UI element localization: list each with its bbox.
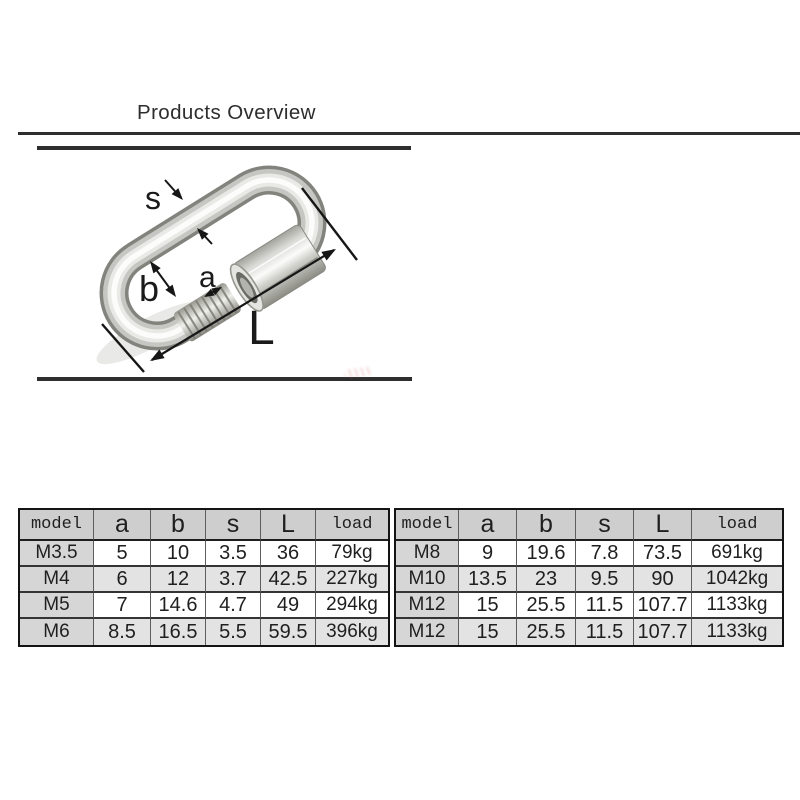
model-cell: M12	[396, 619, 459, 645]
model-cell: M3.5	[20, 541, 94, 567]
dim-label-a: a	[199, 261, 216, 294]
column-header-L: L	[261, 510, 316, 541]
spec-cell: 13.5	[459, 567, 517, 593]
page-title: Products Overview	[137, 101, 316, 124]
model-cell: M6	[20, 619, 94, 645]
column-header-b: b	[517, 510, 576, 541]
spec-table-left	[18, 508, 390, 647]
spec-cell: 9.5	[576, 567, 634, 593]
spec-cell: 8.5	[94, 619, 151, 645]
spec-cell: 25.5	[517, 593, 576, 619]
spec-cell: 12	[151, 567, 206, 593]
spec-cell: 79kg	[316, 541, 388, 567]
spec-cell: 90	[634, 567, 692, 593]
spec-cell: 3.7	[206, 567, 261, 593]
column-header-s: s	[576, 510, 634, 541]
column-header-model: model	[396, 510, 459, 541]
dim-label-b: b	[139, 268, 160, 309]
spec-cell: 7.8	[576, 541, 634, 567]
spec-cell: 11.5	[576, 593, 634, 619]
spec-cell: 23	[517, 567, 576, 593]
column-header-load: load	[316, 510, 388, 541]
model-cell: M10	[396, 567, 459, 593]
spec-cell: 15	[459, 593, 517, 619]
dim-label-L: L	[248, 302, 275, 355]
spec-cell: 14.6	[151, 593, 206, 619]
dim-label-s: s	[145, 180, 161, 216]
spec-cell: 1133kg	[692, 593, 782, 619]
spec-cell: 396kg	[316, 619, 388, 645]
spec-cell: 7	[94, 593, 151, 619]
spec-cell: 16.5	[151, 619, 206, 645]
column-header-b: b	[151, 510, 206, 541]
column-header-L: L	[634, 510, 692, 541]
model-cell: M12	[396, 593, 459, 619]
spec-cell: 15	[459, 619, 517, 645]
spec-cell: 107.7	[634, 619, 692, 645]
spec-cell: 5.5	[206, 619, 261, 645]
column-header-load: load	[692, 510, 782, 541]
spec-cell: 19.6	[517, 541, 576, 567]
model-cell: M4	[20, 567, 94, 593]
column-header-s: s	[206, 510, 261, 541]
spec-cell: 1042kg	[692, 567, 782, 593]
spec-cell: 59.5	[261, 619, 316, 645]
spec-cell: 5	[94, 541, 151, 567]
spec-cell: 1133kg	[692, 619, 782, 645]
spec-cell: 49	[261, 593, 316, 619]
spec-cell: 9	[459, 541, 517, 567]
product-photo	[0, 0, 420, 420]
spec-cell: 73.5	[634, 541, 692, 567]
spec-cell: 691kg	[692, 541, 782, 567]
model-cell: M8	[396, 541, 459, 567]
spec-cell: 4.7	[206, 593, 261, 619]
spec-cell: 42.5	[261, 567, 316, 593]
column-header-a: a	[94, 510, 151, 541]
column-header-a: a	[459, 510, 517, 541]
spec-cell: 294kg	[316, 593, 388, 619]
spec-cell: 36	[261, 541, 316, 567]
spec-cell: 11.5	[576, 619, 634, 645]
column-header-model: model	[20, 510, 94, 541]
model-cell: M5	[20, 593, 94, 619]
spec-table-right	[394, 508, 784, 647]
spec-cell: 107.7	[634, 593, 692, 619]
spec-cell: 25.5	[517, 619, 576, 645]
spec-cell: 6	[94, 567, 151, 593]
spec-cell: 10	[151, 541, 206, 567]
spec-cell: 227kg	[316, 567, 388, 593]
spec-cell: 3.5	[206, 541, 261, 567]
quick-link-body	[98, 164, 343, 375]
